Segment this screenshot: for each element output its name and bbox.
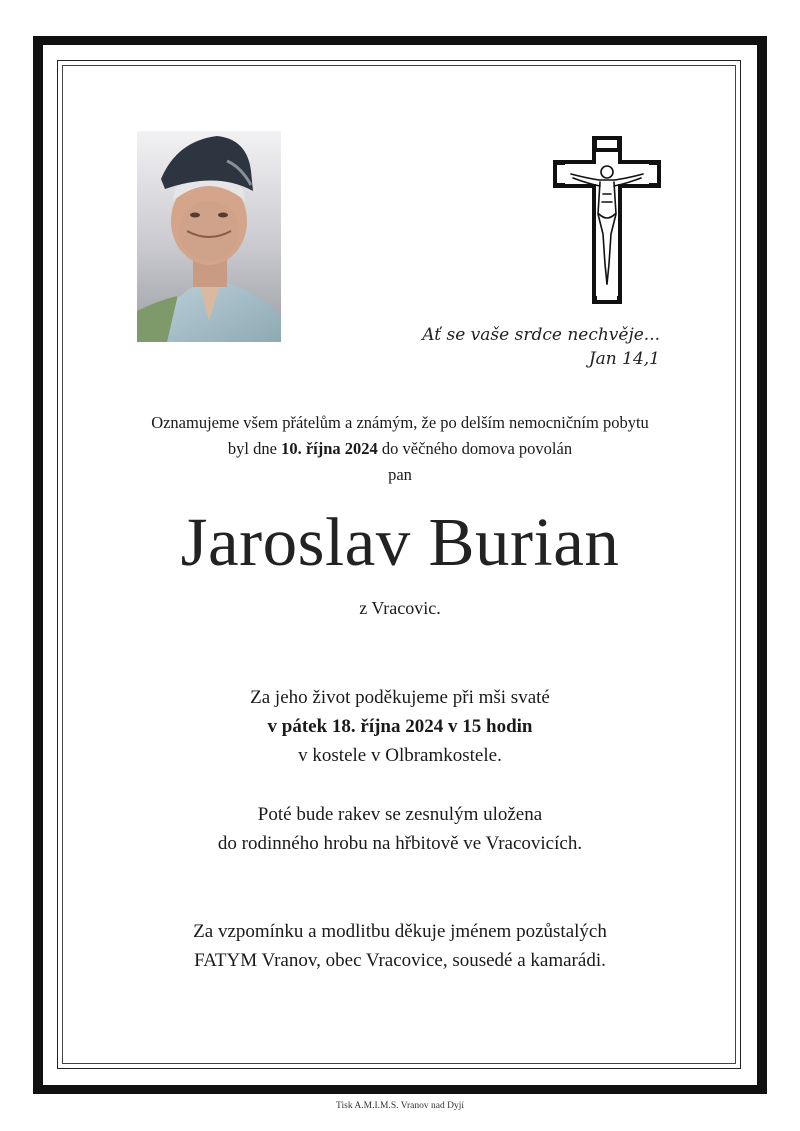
- deceased-name: Jaroslav Burian: [180, 504, 620, 580]
- funeral-mass-info: [80, 683, 720, 770]
- intro-line-1: Oznamujeme všem přátelům a známým, že po delším nemocničním pobytu: [151, 413, 649, 432]
- deceased-portrait-photo: [137, 131, 281, 342]
- thanks-line-2: FATYM Vranov, obec Vracovice, sousedé a kamarádi.: [194, 950, 606, 971]
- mass-location: v kostele v Olbramkostele.: [298, 745, 502, 766]
- announcement-intro: [80, 410, 720, 488]
- burial-line-1: Poté bude rakev se zesnulým uložena: [257, 804, 543, 825]
- intro-line-2: [80, 436, 720, 462]
- burial-line-2: do rodinného hrobu na hřbitově ve Vracovicích.: [217, 833, 583, 854]
- intro-line-3: pan: [388, 465, 412, 484]
- thanks-from-mourners: [80, 917, 720, 975]
- printer-credit: Tisk A.M.I.M.S. Vranov nad Dyjí: [336, 1101, 464, 1111]
- quote-reference: Jan 14,1: [588, 349, 660, 369]
- intro-line-2-suffix: do věčného domova povolán: [377, 439, 573, 458]
- death-date: 10. října 2024: [281, 439, 378, 458]
- mass-date-time: v pátek 18. října 2024 v 15 hodin: [267, 716, 533, 737]
- burial-info: [80, 800, 720, 858]
- mass-line-1: Za jeho život poděkujeme při mši svaté: [250, 687, 550, 708]
- thanks-line-1: Za vzpomínku a modlitbu děkuje jménem pozůstalých: [193, 921, 607, 942]
- intro-line-2-prefix: byl dne: [227, 439, 282, 458]
- bible-quote: [380, 323, 660, 371]
- quote-verse: Ať se vaše srdce nechvěje...: [422, 325, 660, 345]
- deceased-origin: z Vracovic.: [359, 598, 441, 618]
- crucifix-icon: [551, 134, 663, 306]
